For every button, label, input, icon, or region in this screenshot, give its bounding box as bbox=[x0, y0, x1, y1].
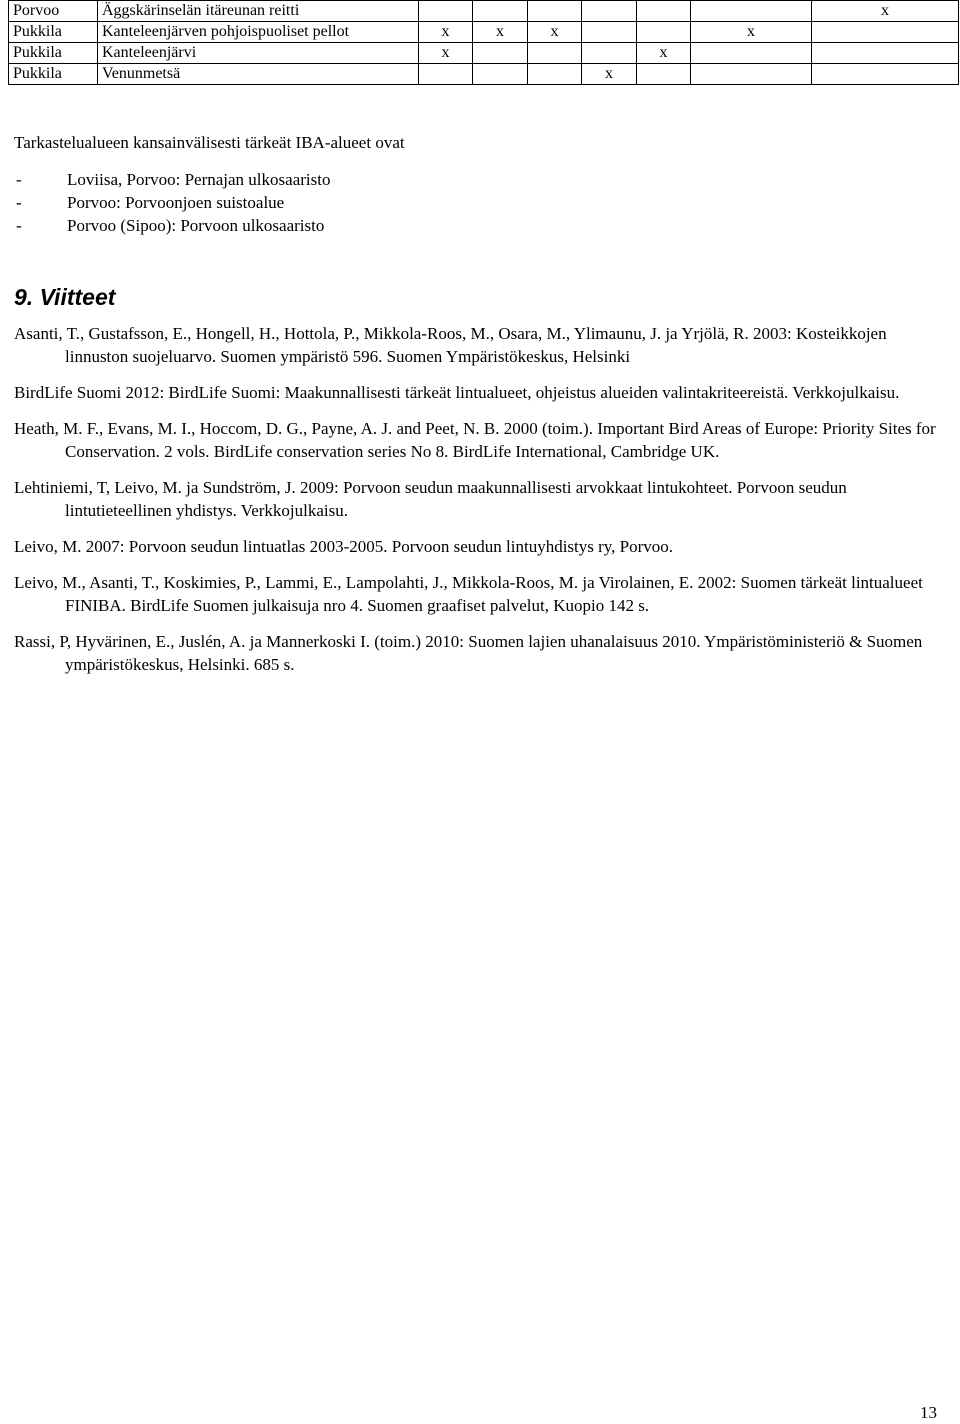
mark-cell bbox=[582, 1, 637, 22]
iba-item-text: Loviisa, Porvoo: Pernajan ulkosaaristo bbox=[67, 170, 331, 189]
mark-cell bbox=[812, 43, 959, 64]
mark-cell: x bbox=[812, 1, 959, 22]
municipality-cell: Pukkila bbox=[9, 64, 98, 85]
reference-entry: Asanti, T., Gustafsson, E., Hongell, H., Hottola, P., Mikkola-Roos, M., Osara, M., Ylimaunu, J. ja Yrjölä, R. 2003: Kosteikkojen linnuston suojeluarvo. Suomen ympäristö 596. Suomen Ympäristökeskus, Helsinki bbox=[14, 324, 887, 366]
table-row bbox=[9, 43, 959, 64]
municipality-cell: Pukkila bbox=[9, 43, 98, 64]
mark-cell bbox=[419, 1, 473, 22]
section-heading: 9. Viitteet bbox=[14, 284, 116, 310]
mark-cell bbox=[691, 1, 812, 22]
reference-entry: Rassi, P, Hyvärinen, E., Juslén, A. ja Mannerkoski I. (toim.) 2010: Suomen lajien uhanalaisuus 2010. Ympäristöministeriö & Suomen ympäristökeskus, Helsinki. 685 s. bbox=[14, 632, 923, 674]
mark-cell bbox=[582, 43, 637, 64]
iba-list-item bbox=[14, 193, 330, 216]
mark-cell bbox=[637, 22, 691, 43]
mark-cell bbox=[528, 1, 582, 22]
mark-cell bbox=[582, 22, 637, 43]
iba-list bbox=[14, 170, 330, 239]
mark-cell: x bbox=[528, 22, 582, 43]
municipality-cell: Porvoo bbox=[9, 1, 98, 22]
iba-item-text: Porvoo: Porvoonjoen suistoalue bbox=[67, 193, 285, 212]
mark-cell: x bbox=[473, 22, 528, 43]
municipality-cell: Pukkila bbox=[9, 22, 98, 43]
mark-cell bbox=[528, 64, 582, 85]
list-dash: - bbox=[16, 170, 22, 189]
mark-cell bbox=[637, 64, 691, 85]
mark-cell bbox=[637, 1, 691, 22]
iba-item-text: Porvoo (Sipoo): Porvoon ulkosaaristo bbox=[67, 216, 325, 235]
site-cell: Kanteleenjärvi bbox=[98, 43, 419, 64]
table-row bbox=[9, 22, 959, 43]
reference-entry: Lehtiniemi, T, Leivo, M. ja Sundström, J. 2009: Porvoon seudun maakunnallisesti arvokkaat lintukohteet. Porvoon seudun lintutieteellinen yhdistys. Verkkojulkaisu. bbox=[14, 478, 847, 520]
reference-entry: BirdLife Suomi 2012: BirdLife Suomi: Maakunnallisesti tärkeät lintualueet, ohjeistus alueiden valintakriteereistä. Verkkojulkaisu. bbox=[14, 383, 900, 402]
reference-entry: Leivo, M. 2007: Porvoon seudun lintuatlas 2003-2005. Porvoon seudun lintuyhdistys ry, Porvoo. bbox=[14, 537, 674, 556]
mark-cell bbox=[812, 22, 959, 43]
mark-cell: x bbox=[582, 64, 637, 85]
mark-cell: x bbox=[637, 43, 691, 64]
site-table-body bbox=[9, 1, 959, 85]
table-row bbox=[9, 64, 959, 85]
mark-cell bbox=[691, 64, 812, 85]
page-number: 13 bbox=[920, 1403, 937, 1422]
references-list bbox=[14, 322, 944, 689]
mark-cell bbox=[691, 43, 812, 64]
mark-cell bbox=[473, 64, 528, 85]
mark-cell bbox=[473, 43, 528, 64]
mark-cell: x bbox=[419, 22, 473, 43]
reference-entry: Heath, M. F., Evans, M. I., Hoccom, D. G., Payne, A. J. and Peet, N. B. 2000 (toim.). Important Bird Areas of Europe: Priority Sites for Conservation. 2 vols. BirdLife conservation series No 8. BirdLife International, Cambridge UK. bbox=[14, 419, 936, 461]
mark-cell bbox=[419, 64, 473, 85]
mark-cell bbox=[812, 64, 959, 85]
iba-list-item bbox=[14, 170, 330, 193]
mark-cell: x bbox=[419, 43, 473, 64]
mark-cell: x bbox=[691, 22, 812, 43]
table-row bbox=[9, 1, 959, 22]
reference-entry: Leivo, M., Asanti, T., Koskimies, P., Lammi, E., Lampolahti, J., Mikkola-Roos, M. ja Virolainen, E. 2002: Suomen tärkeät lintualueet FINIBA. BirdLife Suomen julkaisuja nro 4. Suomen graafiset palvelut, Kuopio 142 s. bbox=[14, 573, 923, 615]
site-table bbox=[8, 0, 959, 85]
iba-list-item bbox=[14, 216, 330, 239]
mark-cell bbox=[473, 1, 528, 22]
site-cell: Äggskärinselän itäreunan reitti bbox=[98, 1, 419, 22]
mark-cell bbox=[528, 43, 582, 64]
list-dash: - bbox=[16, 193, 22, 212]
site-cell: Venunmetsä bbox=[98, 64, 419, 85]
site-cell: Kanteleenjärven pohjoispuoliset pellot bbox=[98, 22, 419, 43]
iba-intro: Tarkastelualueen kansainvälisesti tärkeät IBA-alueet ovat bbox=[14, 133, 405, 152]
list-dash: - bbox=[16, 216, 22, 235]
